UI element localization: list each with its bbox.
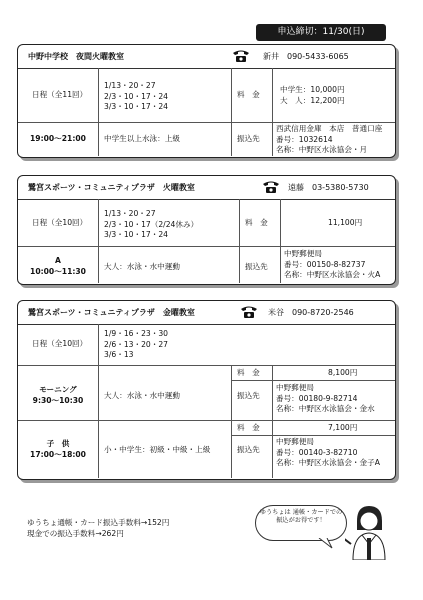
speech-bubble: ゆうちょは 通帳・カードでの 振込がお得です！ — [255, 505, 347, 541]
deadline-banner: 申込締切：11/30(日) — [256, 24, 386, 41]
class-card-saginomiya-friday — [17, 300, 396, 480]
fee-label: 料 金 — [245, 218, 268, 227]
transfer-account: 中野郵便局 番号：00180-9-82714 名称：中野区水泳協会・金水 — [276, 383, 375, 413]
fee-label: 料 金 — [237, 368, 260, 377]
staff-person-illustration — [345, 504, 393, 560]
contact-phone: 米谷 090-8720-2546 — [268, 308, 354, 317]
transfer-account: 西武信用金庫 本店 普通口座 番号：1032614 名称：中野区水泳協会・月 — [276, 124, 383, 154]
fee-amounts: 中学生：10,000円 大 人：12,200円 — [280, 85, 345, 105]
speech-bubble-tail — [318, 538, 334, 550]
schedule-dates: 1/13・20・27 2/3・10・17・24 3/3・10・17・24 — [104, 81, 168, 111]
card-header — [18, 301, 395, 325]
schedule-label: 日程（全10回） — [32, 339, 88, 348]
group-label: モーニング — [39, 385, 77, 394]
transfer-label: 振込先 — [237, 391, 260, 400]
class-level: 大人：水泳・水中運動 — [104, 391, 180, 400]
phone-icon — [262, 180, 280, 194]
class-time: 9:30～10:30 — [32, 396, 84, 405]
transfer-label: 振込先 — [237, 445, 260, 454]
contact-phone: 新井 090-5433-6065 — [263, 52, 349, 61]
fee-label: 料 金 — [237, 90, 260, 99]
schedule-dates: 1/9・16・23・30 2/6・13・20・27 3/6・13 — [104, 329, 168, 359]
class-title: 中野中学校 夜間火曜教室 — [28, 52, 124, 61]
class-time: 19:00～21:00 — [30, 134, 86, 143]
class-card-nakano-tuesday-night — [17, 44, 396, 158]
class-time: 17:00～18:00 — [30, 450, 86, 459]
transfer-account: 中野郵便局 番号：00150-8-82737 名称：中野区水泳協会・火A — [284, 249, 381, 279]
fee-amount: 11,100円 — [328, 218, 363, 227]
schedule-dates: 1/13・20・27 2/3・10・17（2/24休み） 3/3・10・17・24 — [104, 209, 199, 239]
class-card-saginomiya-tuesday — [17, 175, 396, 285]
fee-amount: 8,100円 — [328, 368, 358, 377]
fee-notes: ゆうちょ通帳・カード振込手数料→152円 現金での振込手数料→262円 — [27, 518, 170, 538]
card-header — [18, 45, 395, 69]
class-time: 10:00～11:30 — [30, 267, 86, 276]
class-level: 中学生以上水泳：上級 — [104, 134, 180, 143]
class-title: 鷺宮スポーツ・コミュニティプラザ 金曜教室 — [28, 308, 195, 317]
transfer-label: 振込先 — [237, 134, 260, 143]
phone-icon — [232, 49, 250, 63]
transfer-label: 振込先 — [245, 262, 268, 271]
class-title: 鷺宮スポーツ・コミュニティプラザ 火曜教室 — [28, 183, 195, 192]
group-label: A — [55, 256, 61, 265]
transfer-account: 中野郵便局 番号：00140-3-82710 名称：中野区水泳協会・金子A — [276, 437, 380, 467]
contact-phone: 遠藤 03-5380-5730 — [288, 183, 369, 192]
fee-amount: 7,100円 — [328, 423, 358, 432]
fee-label: 料 金 — [237, 423, 260, 432]
schedule-label: 日程（全10回） — [32, 218, 88, 227]
card-header — [18, 176, 395, 200]
class-level: 小・中学生：初級・中級・上級 — [104, 445, 211, 454]
schedule-label: 日程（全11回） — [32, 90, 88, 99]
group-label: 子 供 — [46, 439, 70, 448]
class-level: 大人：水泳・水中運動 — [104, 262, 180, 271]
phone-icon — [240, 305, 258, 319]
